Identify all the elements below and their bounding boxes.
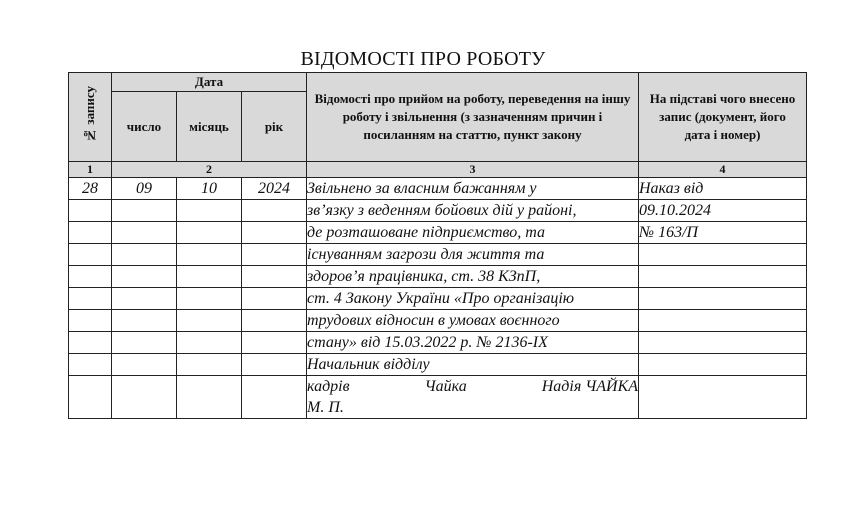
table-row [69,332,807,354]
header-record-no-label: № запису [82,86,97,143]
column-number-3: 3 [307,162,639,178]
header-month: місяць [177,92,242,162]
record-text-line: стану» від 15.03.2022 р. № 2136-IX [307,332,639,354]
record-text-line: здоров’я працівника, ст. 38 КЗпП, [307,266,639,288]
table-row [69,222,807,244]
table-row [69,266,807,288]
record-month: 10 [177,178,242,200]
column-number-2: 2 [112,162,307,178]
record-text-line: трудових відносин в умовах воєнного [307,310,639,332]
column-number-4: 4 [639,162,807,178]
table-row [69,288,807,310]
record-number: 28 [69,178,112,200]
header-day: число [112,92,177,162]
table-row [69,310,807,332]
record-text-line: Звільнено за власним бажанням у [307,178,639,200]
basis-line: № 163/П [639,222,807,244]
header-record-no [69,73,112,162]
header-basis: На підставі чого внесено запис (документ, його дата і номер) [639,73,807,162]
record-text-line: існуванням загрози для життя та [307,244,639,266]
signature-line [307,376,638,397]
record-year: 2024 [242,178,307,200]
header-info: Відомості про прийом на роботу, переведення на іншу роботу і звільнення (з зазначенням причин і посиланням на статтю, пункт закону [307,73,639,162]
page-title: ВІДОМОСТІ ПРО РОБОТУ [300,48,546,70]
table-row [69,354,807,376]
table-row [69,244,807,266]
table-row [69,178,807,200]
signature-block [307,376,639,419]
record-text-line: зв’язку з веденням бойових дій у районі, [307,200,639,222]
basis-line: Наказ від [639,178,807,200]
table-row [69,376,807,419]
header-date: Дата [112,73,307,92]
signature-role: кадрів [307,378,350,395]
column-number-1: 1 [69,162,112,178]
seal-mark: М. П. [307,399,344,416]
header-year: рік [242,92,307,162]
record-day: 09 [112,178,177,200]
basis-line: 09.10.2024 [639,200,807,222]
record-text-line: Начальник відділу [307,354,639,376]
signature-sign: Чайка [424,378,467,395]
record-text-line: ст. 4 Закону України «Про організацію [307,288,639,310]
signature-name: Надія ЧАЙКА [541,378,638,395]
record-text-line: де розташоване підприємство, та [307,222,639,244]
work-records-table [68,72,807,419]
table-row [69,200,807,222]
